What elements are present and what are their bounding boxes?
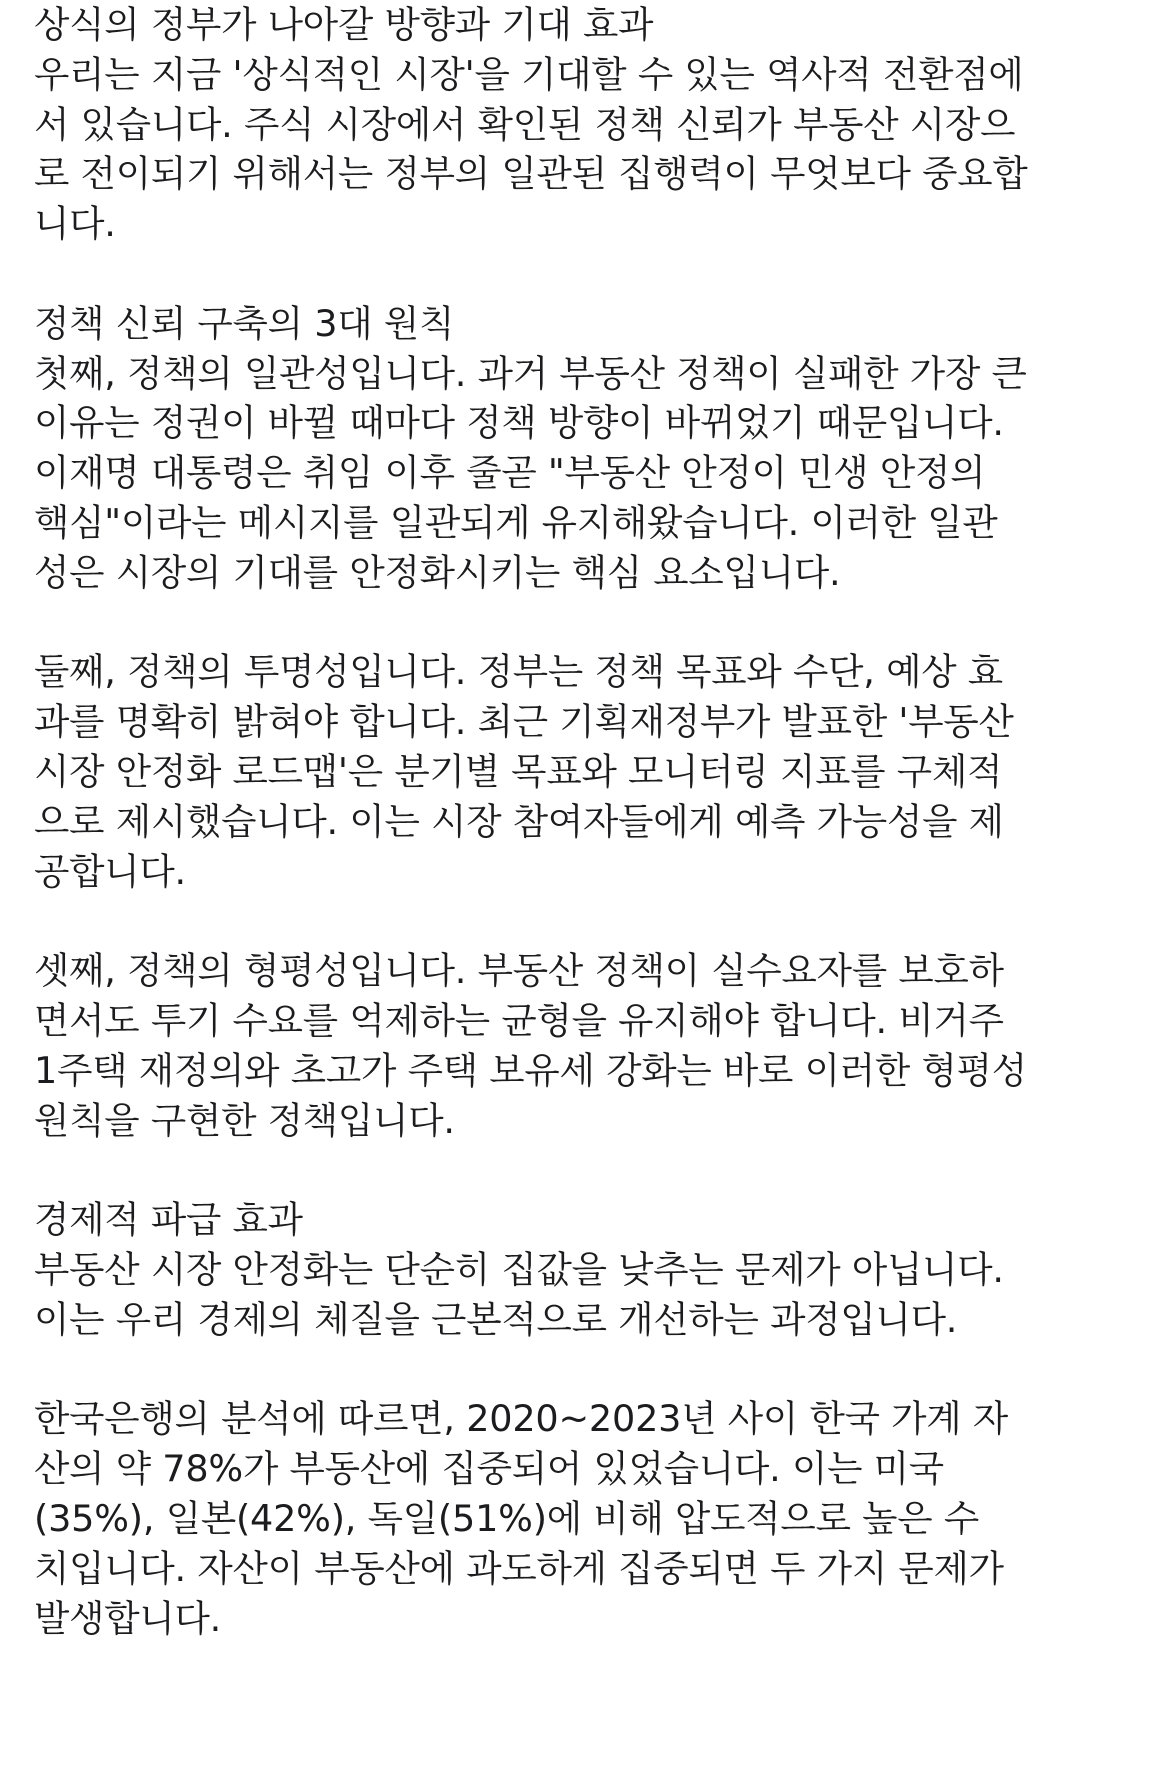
paragraph-line: 이재명 대통령은 취임 이후 줄곧 "부동산 안정이 민생 안정의 — [34, 451, 986, 495]
paragraph-line: 치입니다. 자산이 부동산에 과도하게 집중되면 두 가지 문제가 — [34, 1546, 1004, 1590]
section-ripple-effects — [34, 1195, 1149, 1344]
section-heading: 상식의 정부가 나아갈 방향과 기대 효과 — [34, 3, 654, 46]
paragraph-line: 과를 명확히 밝혀야 합니다. 최근 기획재정부가 발표한 '부동산 — [34, 700, 1014, 744]
paragraph-line: 우리는 지금 '상식적인 시장'을 기대할 수 있는 역사적 전환점에 — [34, 52, 1024, 96]
paragraph-gap — [34, 1345, 1149, 1395]
paragraph-line: 셋째, 정책의 형평성입니다. 부동산 정책이 실수요자를 보호하 — [34, 949, 1004, 993]
paragraph-line: 산의 약 78%가 부동산에 집중되어 있었습니다. 이는 미국 — [34, 1447, 944, 1491]
document-body — [34, 0, 1149, 1643]
paragraph-line: 서 있습니다. 주식 시장에서 확인된 정책 신뢰가 부동산 시장으 — [34, 102, 1016, 146]
paragraph-line: 성은 시장의 기대를 안정화시키는 핵심 요소입니다. — [34, 550, 841, 594]
paragraph-line: 부동산 시장 안정화는 단순히 집값을 낮추는 문제가 아닙니다. — [34, 1247, 1004, 1291]
paragraph-line: 한국은행의 분석에 따르면, 2020~2023년 사이 한국 가계 자 — [34, 1397, 1008, 1441]
paragraph-gap — [34, 249, 1149, 299]
paragraph-line: 둘째, 정책의 투명성입니다. 정부는 정책 목표와 수단, 예상 효 — [34, 650, 1003, 694]
paragraph-line: 핵심"이라는 메시지를 일관되게 유지해왔습니다. 이러한 일관 — [34, 500, 998, 544]
paragraph-line: 이유는 정권이 바뀔 때마다 정책 방향이 바뀌었기 때문입니다. — [34, 401, 1004, 445]
section-intro — [34, 0, 1149, 249]
section-principles — [34, 299, 1149, 598]
paragraph-line: 발생합니다. — [34, 1596, 222, 1640]
section-equity — [34, 946, 1149, 1145]
paragraph-line: 시장 안정화 로드맵'은 분기별 목표와 모니터링 지표를 구체적 — [34, 749, 1003, 793]
section-transparency — [34, 647, 1149, 896]
paragraph-line: 공합니다. — [34, 849, 186, 893]
paragraph-line: 1주택 재정의와 초고가 주택 보유세 강화는 바로 이러한 형평성 — [34, 1048, 1027, 1092]
section-heading: 정책 신뢰 구축의 3대 원칙 — [34, 301, 455, 345]
paragraph-gap — [34, 1145, 1149, 1195]
paragraph-line: 원칙을 구현한 정책입니다. — [34, 1098, 455, 1142]
paragraph-line: 로 전이되기 위해서는 정부의 일관된 집행력이 무엇보다 중요합 — [34, 152, 1028, 196]
paragraph-gap — [34, 598, 1149, 648]
section-heading: 경제적 파급 효과 — [34, 1198, 303, 1242]
paragraph-line: 니다. — [34, 202, 116, 246]
paragraph-line: 이는 우리 경제의 체질을 근본적으로 개선하는 과정입니다. — [34, 1297, 958, 1341]
paragraph-line: 면서도 투기 수요를 억제하는 균형을 유지해야 합니다. 비거주 — [34, 998, 1004, 1042]
section-bok-analysis — [34, 1394, 1149, 1643]
paragraph-line: (35%), 일본(42%), 독일(51%)에 비해 압도적으로 높은 수 — [34, 1496, 979, 1540]
paragraph-line: 으로 제시했습니다. 이는 시장 참여자들에게 예측 가능성을 제 — [34, 799, 1004, 843]
paragraph-gap — [34, 896, 1149, 946]
paragraph-line: 첫째, 정책의 일관성입니다. 과거 부동산 정책이 실패한 가장 큰 — [34, 351, 1027, 395]
